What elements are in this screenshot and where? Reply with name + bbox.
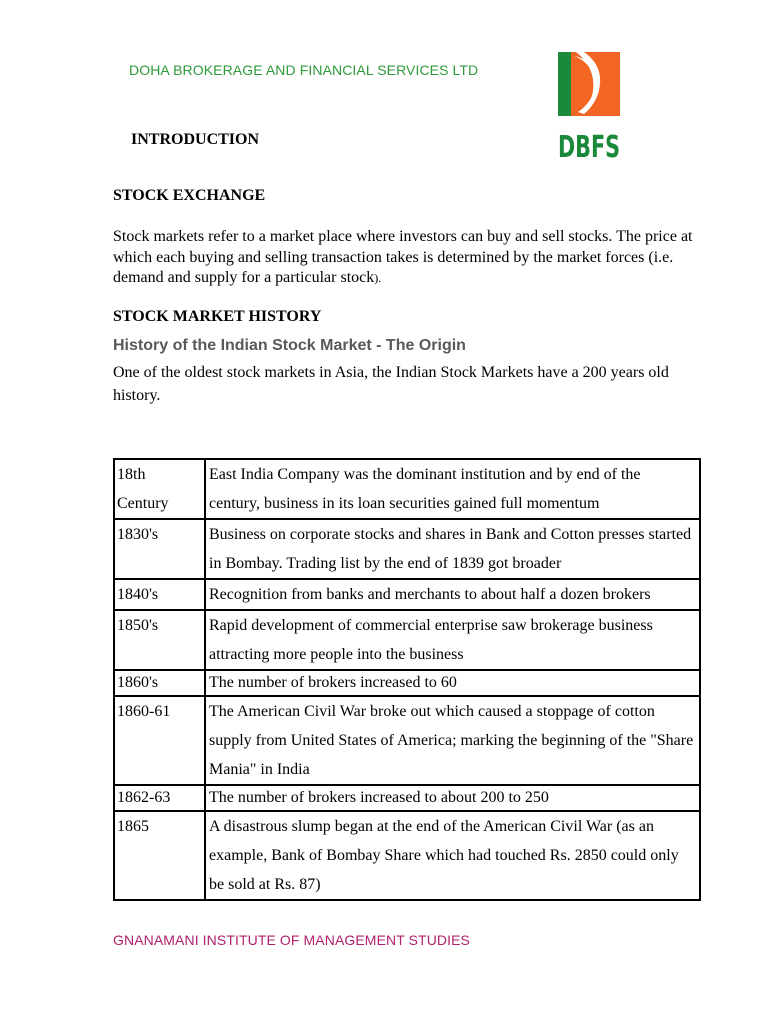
history-paragraph: One of the oldest stock markets in Asia, the Indian Stock Markets have a 200 years old history.: [113, 364, 669, 404]
table-row: [114, 459, 700, 519]
dbfs-logo: [554, 44, 624, 165]
event-cell: Rapid development of commercial enterprise saw brokerage business attracting more people into the business: [205, 610, 700, 670]
table-row: [114, 670, 700, 696]
stock-exchange-text-end: ).: [374, 271, 382, 285]
event-cell: East India Company was the dominant institution and by end of the century, business in its loan securities gained full momentum: [205, 459, 700, 519]
period-cell: 1860-61: [114, 696, 205, 785]
event-cell: Recognition from banks and merchants to about half a dozen brokers: [205, 579, 700, 610]
logo-text: DBFS: [558, 130, 620, 165]
logo-green-bar: [558, 52, 571, 116]
period-cell: 1850's: [114, 610, 205, 670]
period-cell: 1865: [114, 811, 205, 900]
history-table: [113, 458, 701, 901]
company-name: DOHA BROKERAGE AND FINANCIAL SERVICES LTD: [129, 62, 479, 78]
event-cell: The American Civil War broke out which caused a stoppage of cotton supply from United States of America; marking the beginning of the "Share Mania" in India: [205, 696, 700, 785]
table-row: [114, 785, 700, 811]
intro-heading: [131, 131, 259, 149]
period-cell: 1840's: [114, 579, 205, 610]
table-row: [114, 519, 700, 579]
event-cell: Business on corporate stocks and shares in Bank and Cotton presses started in Bombay. Trading list by the end of 1839 got broader: [205, 519, 700, 579]
stock-exchange-paragraph: [113, 227, 703, 289]
event-cell: A disastrous slump began at the end of the American Civil War (as an example, Bank of Bombay Share which had touched Rs. 2850 could only be sold at Rs. 87): [205, 811, 700, 900]
intro-title: INTRODUCTION: [131, 131, 260, 148]
period-cell: 1830's: [114, 519, 205, 579]
stock-exchange-text: Stock markets refer to a market place where investors can buy and sell stocks. The price at which each buying and selling transaction takes is determined by the market forces (i.e. demand and supply for a particular stock: [113, 228, 693, 286]
event-cell: The number of brokers increased to about 200 to 250: [205, 785, 700, 811]
period-cell: 1860's: [114, 670, 205, 696]
period-cell: 1862-63: [114, 785, 205, 811]
stock-exchange-heading: STOCK EXCHANGE: [113, 187, 266, 204]
table-row: [114, 696, 700, 785]
history-subheading: History of the Indian Stock Market - The Origin: [113, 337, 466, 354]
period-cell: 18th Century: [114, 459, 205, 519]
event-cell: The number of brokers increased to 60: [205, 670, 700, 696]
stock-market-history-heading: STOCK MARKET HISTORY: [113, 308, 322, 325]
table-row: [114, 811, 700, 900]
table-row: [114, 610, 700, 670]
institute-footer: GNANAMANI INSTITUTE OF MANAGEMENT STUDIES: [113, 932, 470, 948]
table-row: [114, 579, 700, 610]
